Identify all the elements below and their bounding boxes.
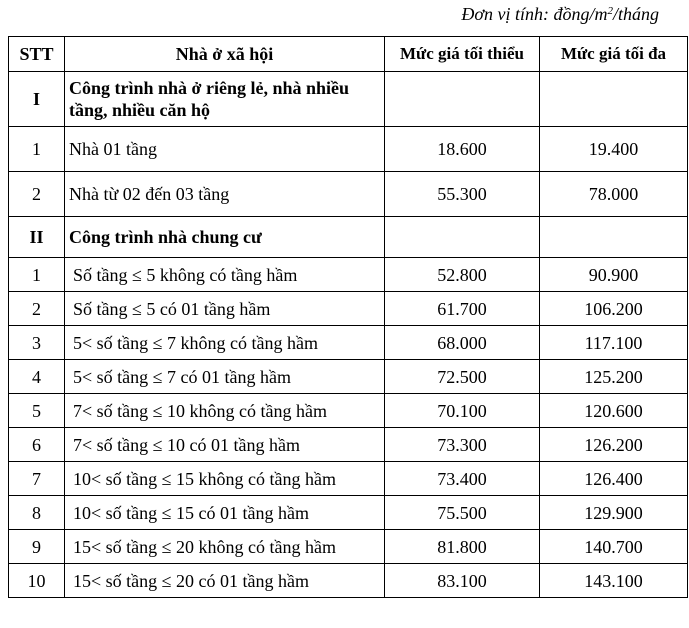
table-row [9,496,688,530]
header-name: Nhà ở xã hội [65,37,385,72]
row-name: 7< số tầng ≤ 10 không có tầng hầm [65,394,385,428]
table-row [9,292,688,326]
row-stt: 6 [9,428,65,462]
section-title: Công trình nhà ở riêng lẻ, nhà nhiều tầng, nhiều căn hộ [65,72,385,127]
row-max-price: 143.100 [540,564,688,598]
table-row [9,530,688,564]
row-stt: 2 [9,172,65,217]
section-roman: II [9,217,65,258]
row-min-price: 52.800 [385,258,540,292]
row-stt: 10 [9,564,65,598]
row-name: 15< số tầng ≤ 20 không có tầng hầm [65,530,385,564]
header-stt: STT [9,37,65,72]
price-table [8,36,688,598]
table-row [9,428,688,462]
row-max-price: 129.900 [540,496,688,530]
row-stt: 5 [9,394,65,428]
section-row-1 [9,72,688,127]
table-row [9,360,688,394]
row-min-price: 73.300 [385,428,540,462]
row-stt: 7 [9,462,65,496]
row-stt: 8 [9,496,65,530]
table-header-row [9,37,688,72]
row-max-price: 106.200 [540,292,688,326]
section-empty-max [540,72,688,127]
row-stt: 4 [9,360,65,394]
unit-note-superscript: 2 [607,5,613,17]
row-name: 5< số tầng ≤ 7 không có tầng hầm [65,326,385,360]
row-name: 10< số tầng ≤ 15 không có tầng hầm [65,462,385,496]
table-row [9,258,688,292]
row-stt: 9 [9,530,65,564]
unit-note-suffix: /tháng [612,4,659,24]
section-roman: I [9,72,65,127]
row-stt: 1 [9,258,65,292]
row-name: 15< số tầng ≤ 20 có 01 tầng hầm [65,564,385,598]
row-max-price: 117.100 [540,326,688,360]
row-max-price: 125.200 [540,360,688,394]
section-empty-min [385,72,540,127]
row-name: 5< số tầng ≤ 7 có 01 tầng hầm [65,360,385,394]
table-row [9,462,688,496]
section-empty-min [385,217,540,258]
unit-note [461,4,659,25]
row-name: Số tầng ≤ 5 không có tầng hầm [65,258,385,292]
table-row [9,172,688,217]
table-row [9,564,688,598]
row-max-price: 78.000 [540,172,688,217]
table-row [9,394,688,428]
row-min-price: 70.100 [385,394,540,428]
table-row [9,127,688,172]
row-stt: 3 [9,326,65,360]
section-title: Công trình nhà chung cư [65,217,385,258]
row-min-price: 18.600 [385,127,540,172]
row-min-price: 73.400 [385,462,540,496]
row-max-price: 126.400 [540,462,688,496]
row-name: Số tầng ≤ 5 có 01 tầng hầm [65,292,385,326]
table-row [9,326,688,360]
section-row-2 [9,217,688,258]
row-stt: 2 [9,292,65,326]
row-min-price: 61.700 [385,292,540,326]
section-empty-max [540,217,688,258]
header-min-price: Mức giá tối thiểu [385,37,540,72]
row-max-price: 126.200 [540,428,688,462]
row-max-price: 90.900 [540,258,688,292]
row-min-price: 72.500 [385,360,540,394]
row-min-price: 83.100 [385,564,540,598]
row-min-price: 55.300 [385,172,540,217]
row-stt: 1 [9,127,65,172]
unit-note-prefix: Đơn vị tính: đồng/m [461,4,608,24]
row-max-price: 120.600 [540,394,688,428]
header-max-price: Mức giá tối đa [540,37,688,72]
row-name: 7< số tầng ≤ 10 có 01 tầng hầm [65,428,385,462]
row-min-price: 81.800 [385,530,540,564]
row-min-price: 68.000 [385,326,540,360]
row-max-price: 19.400 [540,127,688,172]
row-max-price: 140.700 [540,530,688,564]
row-name: Nhà 01 tầng [65,127,385,172]
row-name: Nhà từ 02 đến 03 tầng [65,172,385,217]
row-name: 10< số tầng ≤ 15 có 01 tầng hầm [65,496,385,530]
row-min-price: 75.500 [385,496,540,530]
